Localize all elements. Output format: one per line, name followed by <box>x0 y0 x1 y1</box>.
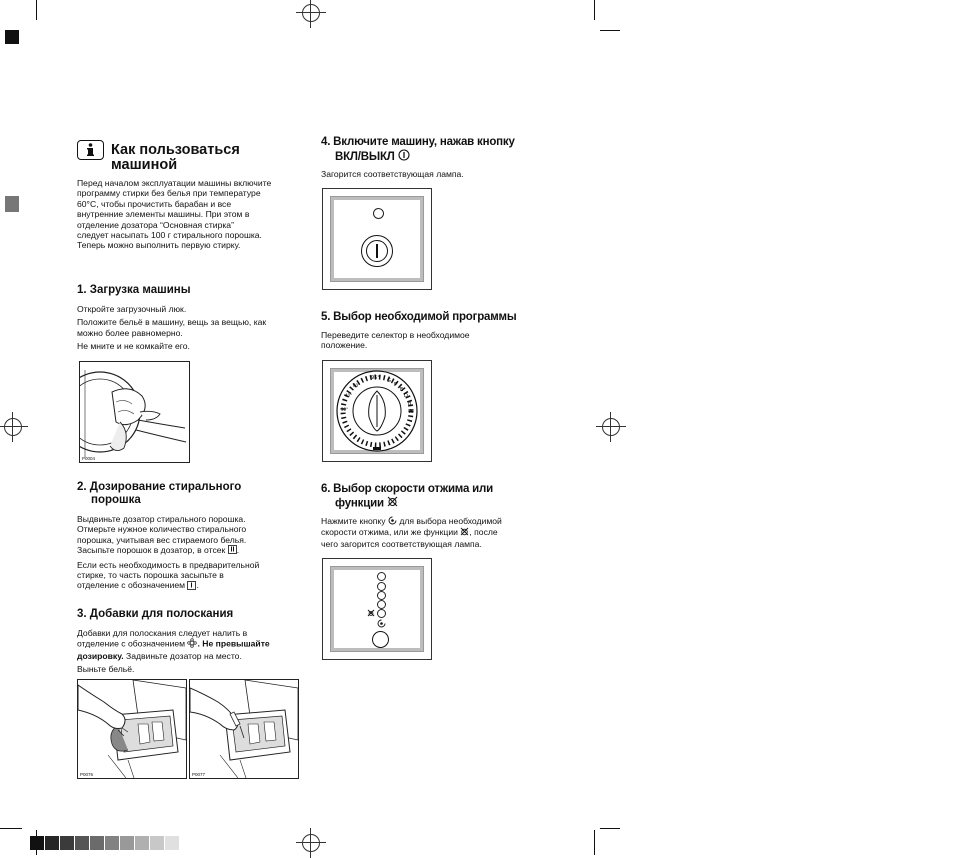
svg-text:30°: 30° <box>341 407 349 412</box>
crop-mark <box>594 830 595 855</box>
image-code: P0077 <box>192 772 206 777</box>
section-6-text: Нажмите кнопку для выбора необходимой скорости отжима, или же функции , после чего загорится соответствующая лампа. <box>321 516 502 549</box>
program-dial-icon <box>331 367 423 455</box>
spin-icon <box>377 619 386 628</box>
section-tab-marker <box>5 196 19 212</box>
section-1-title: 1. Загрузка машины <box>77 284 191 296</box>
svg-text:95°: 95° <box>371 375 380 381</box>
color-swatch <box>105 836 119 850</box>
section-5-text: Переведите селектор в необходимое положение. <box>321 330 470 351</box>
page-tab-marker <box>5 30 19 44</box>
page-title: Как пользоваться машиной <box>111 142 240 173</box>
svg-text:E: E <box>400 387 404 393</box>
svg-text:D: D <box>404 393 408 399</box>
power-lamp <box>373 208 384 219</box>
option-function-icon <box>367 609 375 617</box>
crop-mark <box>594 0 595 20</box>
svg-text:A: A <box>409 409 413 415</box>
power-button <box>361 235 393 267</box>
spin-lamp <box>377 600 386 609</box>
section-2-title: 2. Дозирование стирального порошка <box>77 481 242 506</box>
dispenser-fill-illustration <box>77 679 187 779</box>
section-6-title: 6. Выбор скорости отжима или функции <box>321 483 493 510</box>
softener-pour-illustration <box>189 679 299 779</box>
svg-text:F: F <box>394 382 397 388</box>
option-function-icon <box>460 527 469 538</box>
color-swatch <box>45 836 59 850</box>
color-swatch <box>60 836 74 850</box>
info-icon <box>77 140 104 160</box>
option-function-icon <box>387 496 398 511</box>
color-swatch <box>150 836 164 850</box>
color-swatch <box>135 836 149 850</box>
color-swatch <box>30 836 44 850</box>
color-swatch <box>165 836 179 850</box>
spin-icon <box>388 516 397 527</box>
crop-mark <box>600 30 620 31</box>
softener-compartment-icon <box>187 638 197 650</box>
section-3-title: 3. Добавки для полоскания <box>77 608 234 620</box>
spin-panel-illustration <box>322 558 432 660</box>
section-2-text: Выдвиньте дозатор стирального порошка. Отмерьте нужное количество стирального порошка, учитывая вес стираемого белья. Засыпьте порошок в дозатор, в отсек . Если есть необходимость в предварительной стирке, то часть порошка засыпьте в отделение с обозначением . <box>77 514 260 591</box>
section-1-text: Откройте загрузочный люк. Положите бельё в машину, вещь за вещью, как можно более равномерно. Не мните и не комкайте его. <box>77 304 267 352</box>
program-selector-illustration <box>322 360 432 462</box>
crop-mark <box>600 828 620 829</box>
svg-text:B: B <box>408 401 412 407</box>
color-swatch <box>90 836 104 850</box>
power-panel-illustration <box>322 188 432 290</box>
svg-text:G: G <box>387 378 391 384</box>
spin-lamp <box>377 582 386 591</box>
image-code: P0004 <box>82 456 96 461</box>
loading-laundry-illustration <box>79 361 190 463</box>
color-swatch <box>120 836 134 850</box>
power-icon <box>398 149 410 165</box>
section-4-title: 4. Включите машину, нажав кнопку ВКЛ/ВЫКЛ <box>321 136 515 164</box>
spin-button <box>372 631 389 648</box>
function-lamp <box>377 609 386 618</box>
crop-mark <box>36 0 37 20</box>
section-3-text: Добавки для полоскания следует налить в отделение с обозначением . Не превышайте дозировку. Задвиньте дозатор на место. Выньте бельё. <box>77 628 270 675</box>
spin-lamp <box>377 591 386 600</box>
svg-text:40°: 40° <box>345 393 353 398</box>
svg-text:60°: 60° <box>353 383 361 388</box>
image-code: P0076 <box>80 772 94 777</box>
intro-paragraph: Перед началом эксплуатации машины включите программу стирки без белья при температуре 60°C, чтобы прочистить барабан и все внутренние элементы машины. При этом в отделение дозатора “Основная стирка” следует насыпать 100 г стирального порошка. Теперь можно выполнить первую стирку. <box>77 178 272 251</box>
prewash-compartment-icon <box>187 581 196 592</box>
color-swatch <box>75 836 89 850</box>
section-5-title: 5. Выбор необходимой программы <box>321 311 517 323</box>
section-4-text: Загорится соответствующая лампа. <box>321 169 464 179</box>
spin-lamp <box>377 572 386 581</box>
crop-mark <box>0 828 22 829</box>
main-wash-compartment-icon <box>228 545 237 556</box>
